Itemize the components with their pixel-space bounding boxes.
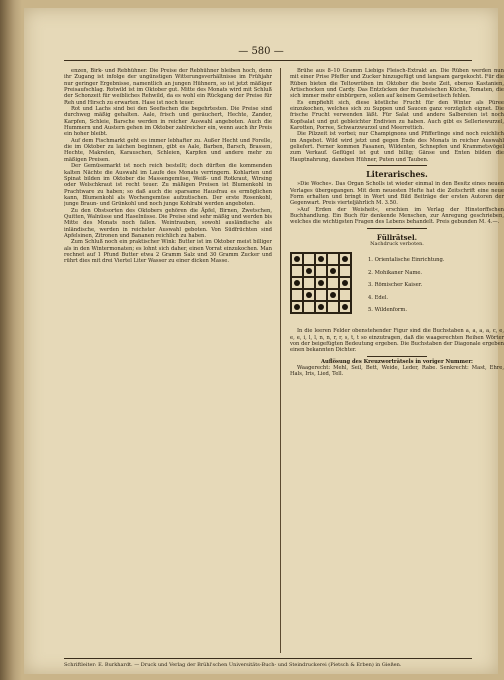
puzzle-subtitle: Nachdruck verboten. [370,240,424,247]
puzzle-cell [291,289,303,301]
left-paragraph-6: Zum Schluß noch ein praktischer Wink: Butter ist im Oktober meist billiger als in den Wintermonaten; es lohnt sich daher, einen Vorrat einzukochen. Man rechnet auf 1 Pfund Butter etwa 2 Gramm Salz und 30 Gramm Zucker und rührt dies mit drei Viertel Liter Wasser zu einer dicken Masse. [64,239,272,265]
left-paragraph-4: Der Gemüsemarkt ist noch reich bestellt; doch dürften die kommenden kalten Nächte die Auswahl im Laufe des Monats verringern. Kohlarten und Spinat bilden im Oktober die Massengemüse, Weiß- und Rotkraut, Wirsing oder Welschkraut ist recht teuer. Zu mäßigen Preisen ist Blumenkohl in Prachtware zu haben; so daß auch die sparsame Hausfrau es ermöglichen kann, Blumenkohl als Wochengemüse aufzutischen. Der erste Rosenkohl, junge Braun- und Grünkohl und noch junge Kohlrabi werden angeboten. [64,163,272,208]
section-rule-2 [367,228,427,229]
section-rule [367,165,427,166]
puzzle-dot [294,256,300,262]
puzzle-cell [339,253,351,265]
puzzle-cell [339,289,351,301]
puzzle-dot [342,256,348,262]
puzzle-instructions: In die leeren Felder obenstehender Figur sind die Buchstaben a, a, a, a, c, e, e, e, i, l, l, n, n, r, r, s, t, t so einzutragen, daß die waagerechten Reihen Wörter von der beigefügten Bedeutung ergeben. Die Buchstaben der Diagonale ergeben einen bekannten Dichter. [290,328,504,354]
column-divider [280,68,281,653]
solution-title: Auflösung des Kreuzworträtsels in voriger Nummer: [321,358,473,365]
left-paragraph-2: Rot und Lachs sind bei den Seefischen die begehrtesten. Die Preise sind durchweg mäßig gehalten. Aale, frisch und geräuchert, Hechte, Zander, Karpfen, Schleie, Barsche werden in reicher Auswahl angeboten. Auch die Hummern und Austern gehen im Oktober zahlreicher ein, wenn auch ihr Preis ein hoher bleibt. [64,106,272,138]
puzzle-cell [327,253,339,265]
puzzle-dot [330,292,336,298]
puzzle-dot [330,268,336,274]
puzzle-block [290,250,504,328]
document-page [24,8,504,674]
literature-item-2: »Auf Erden der Weisheit«, erschien im Verlag der Hinstorffschen Buchhandlung. Ein Buch für denkende Menschen, zur Anregung geschrieben, welches die wichtigsten Fragen des Lebens behandelt. Preis gebunden M. 4.—. [290,206,504,226]
puzzle-dot [294,280,300,286]
puzzle-clue: 5. Wildenform. [368,307,407,314]
puzzle-clue: 2. Mohikaner Name. [368,269,423,276]
puzzle-cell [315,265,327,277]
puzzle-clue: 1. Orientalische Einrichtung. [368,257,445,264]
puzzle-cell [315,301,327,313]
header-rule [64,60,472,61]
puzzle-cell [303,277,315,289]
puzzle-cell [291,277,303,289]
puzzle-dot [306,292,312,298]
right-column [290,68,504,653]
puzzle-cell [315,253,327,265]
imprint-footer: Schriftleiter: E. Burkhardt. — Druck und Verlag der Brühl'schen Universitäts-Buch- und Steindruckerei (Pietsch & Erben) in Gießen. [64,658,472,668]
right-paragraph-2: Es empfiehlt sich, diese köstliche Frucht für den Winter als Püree einzukochen, welches sich zu Suppen und Saucen ganz vorzüglich eignet. Die frische Frucht verwenden läßt. Für Salat und andere Salbereien ist noch Kopfsalat und gut gebleichter Endivien zu haben. Auch gibt es Selleriewurzel, Karotten, Porree, Schwarzwurzel und Meerrettich. [290,99,504,132]
puzzle-cell [303,265,315,277]
puzzle-dot [318,256,324,262]
puzzle-cell [339,277,351,289]
right-paragraph-3: Die Pilzzeit ist vorbei; nur Champignons und Pfifferlinge sind noch reichlich im Angebot. Wild wird jetzt und gegen Ende des Monats in reicher Auswahl geliefert. Ferner kommen Fasanen, Wildenten, Schnepfen und Krammetsvögel zum Verkauf. Geflügel ist gut und billig; Gänse und Enten bilden die Hauptnahrung, daneben Hühner, Puten und Tauben. [290,131,504,163]
puzzle-cell [327,289,339,301]
puzzle-title: Füllrätsel. [376,232,418,242]
puzzle-cell [303,289,315,301]
puzzle-cell [303,301,315,313]
puzzle-cell [327,301,339,313]
puzzle-cell [327,277,339,289]
left-paragraph-1: enzen, Birk- und Rebhühner. Die Preise der Rebhühner bleiben hoch, denn ihr Zugang ist infolge der ungünstigen Witterungsverhältnisse im Frühjahr nur geringer Ergebnisse, namentlich an jungen Hühnern, so ist jetzt mäßiger Preisaufschlag. Rotwild ist im Oktober gut. Mitte des Monats wird mit Schluß der Schonzeit für weibliches Rehwild, da es wohl ein Rückgang der Preise für Reh und Hirsch zu erwarten. Hase ist noch teuer. [64,68,272,106]
puzzle-dot [306,268,312,274]
puzzle-dot [318,280,324,286]
puzzle-cell [303,253,315,265]
puzzle-cell [327,265,339,277]
puzzle-cell [291,253,303,265]
puzzle-dot [342,280,348,286]
puzzle-clues [368,254,498,317]
puzzle-cell [315,289,327,301]
puzzle-cell [315,277,327,289]
puzzle-clue: 4. Edel. [368,294,389,301]
puzzle-grid [290,252,352,314]
puzzle-dot [294,304,300,310]
left-paragraph-5: Zu den Obstsorten des Oktobers gehören die Äpfel, Birnen, Zwetschen, Quitten, Walnüsse und Haselnüsse. Die Preise sind sehr mäßig und werden bis Mitte des Monats noch fallen. Weintrauben, sowohl ausländische als inländische, werden in reichster Auswahl geboten. Von Südfrüchten sind Apfelsinen, Zitronen und Bananen reichlich zu haben. [64,207,272,239]
page-number: — 580 — [238,46,284,57]
puzzle-cell [291,265,303,277]
solution-text: Waagerecht: Mehl, Seil, Bett, Weide, Leder, Rabe. Senkrecht: Mast, Ehre, Hals, Iris, Lied, Tell. [290,364,504,378]
left-column [64,68,272,653]
book-binding [0,0,22,680]
literature-item-1: »Die Woche«. Das Organ Scholls ist wieder einmal in den Besitz eines neuen Verlages übergegangen. Mit dem neuesten Hefte hat die Zeitschrift eine neue Form erhalten und bringt in Wort und Bild Beiträge der ersten Autoren der Gegenwart. Preis vierteljährlich M. 3.50. [290,181,504,207]
puzzle-cell [339,301,351,313]
puzzle-dot [318,304,324,310]
left-paragraph-3: Auf dem Fischmarkt geht es immer lebhafter zu. Außer Hecht und Forelle, die im Oktober zu laichen beginnen, gibt es Aale, Barben, Barsch, Brassen, Hechte, Makrelen, Karauschen, Schleien, Karpfen und andere mehr zu mäßigen Preisen. [64,137,272,163]
puzzle-cell [339,265,351,277]
literature-heading: Literarisches. [366,169,428,180]
section-rule-3 [367,356,427,357]
puzzle-cell [291,301,303,313]
puzzle-clue: 3. Römischer Kaiser. [368,282,423,289]
right-paragraph-1: Brühe aus 8–10 Gramm Liebigs Fleisch-Extrakt an. Die Rüben werden nun mit einer Prise Pfeffer und Zucker hinzugefügt und langsam gargekocht. Für die Rüben bieten die Teltowrüben im Oktober die beste Zeit, ebenso Kastanien, Artischocken und Cardy. Das Entzücken der französischen Küche, Tomaten, die sich immer mehr einbürgern, sollen auf keinem Gemüsetisch fehlen. [290,68,504,100]
puzzle-dot [342,304,348,310]
